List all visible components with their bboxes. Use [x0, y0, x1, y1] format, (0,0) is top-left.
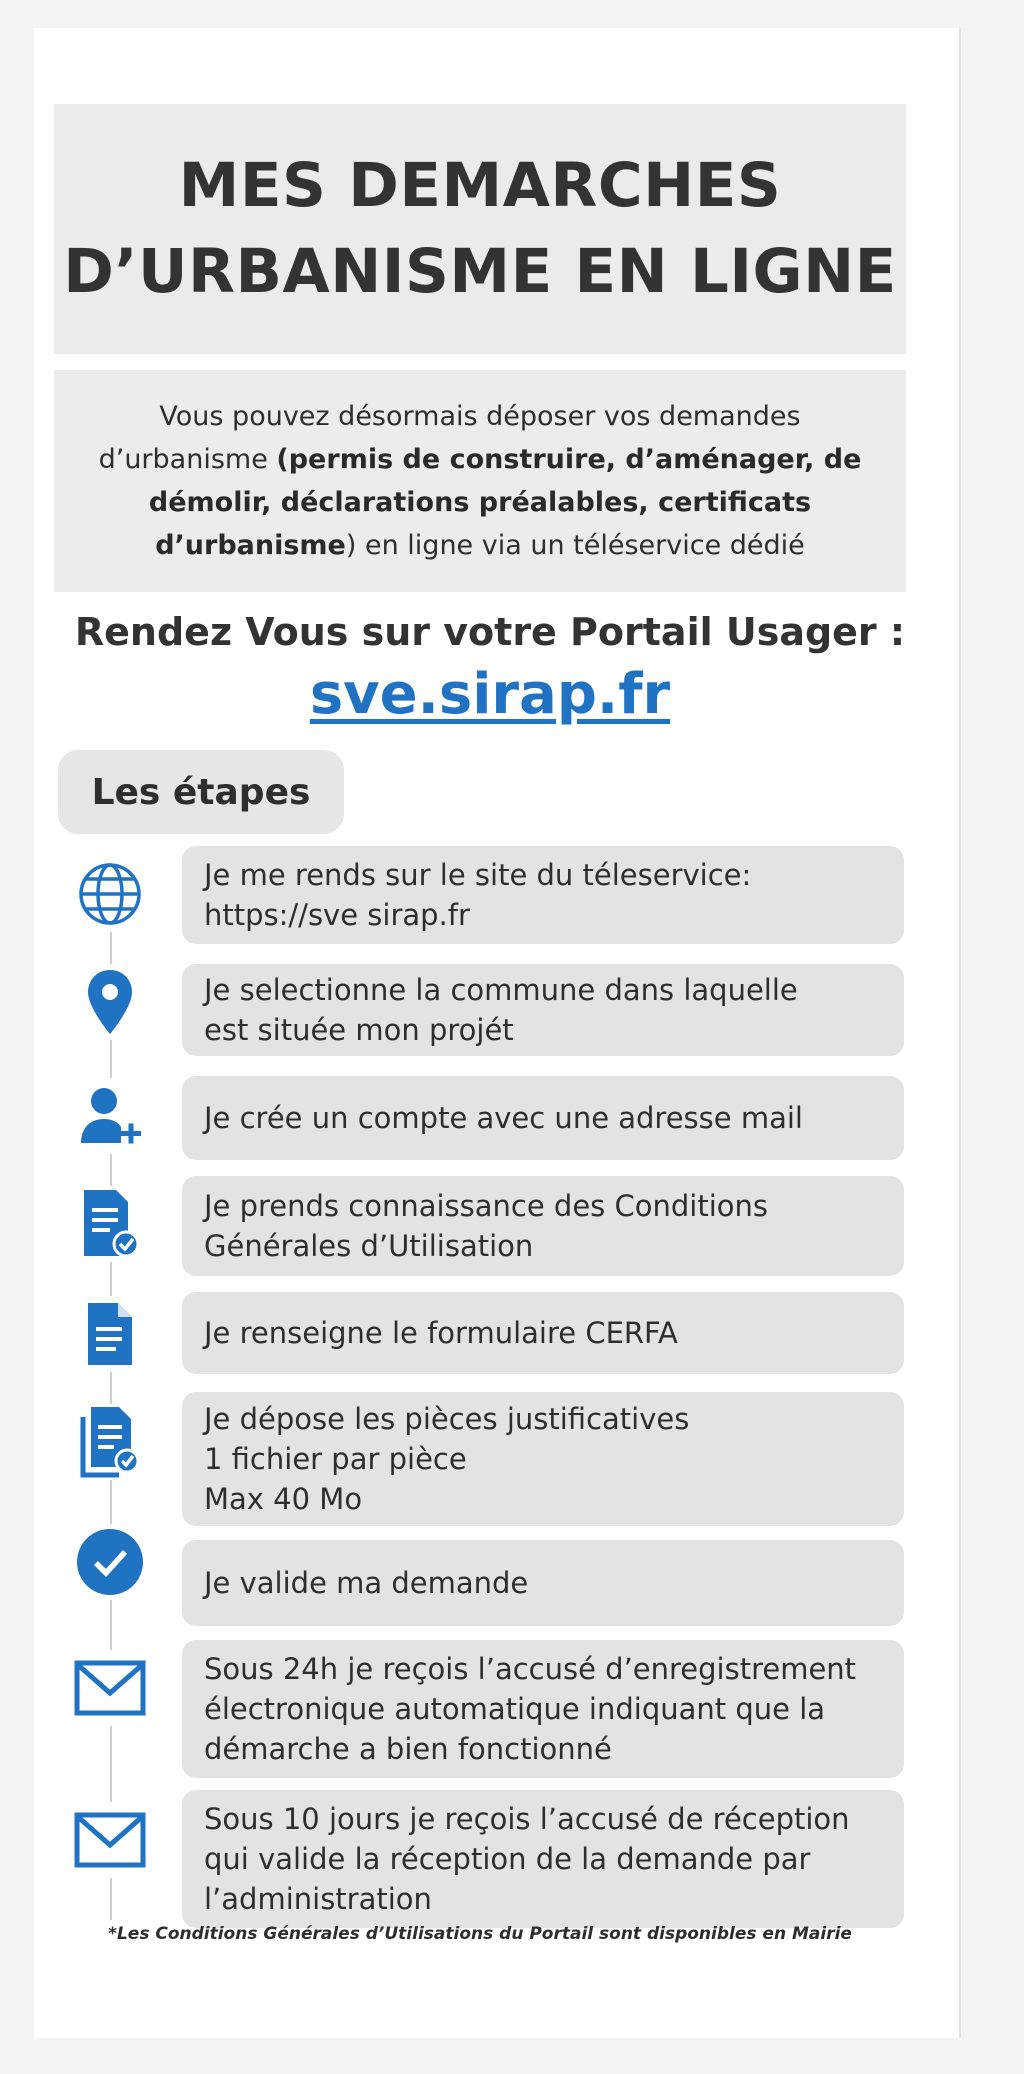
title-line-1: MES DEMARCHES [178, 150, 782, 221]
title-line-2: D’URBANISME EN LIGNE [63, 236, 897, 307]
step-text: Je selectionne la commune dans laquelle est située mon projét [204, 973, 798, 1047]
footnote: *Les Conditions Générales d’Utilisations du Portail sont disponibles en Mairie [108, 1924, 852, 1944]
document-check-icon [72, 1186, 148, 1262]
step-7 [182, 1540, 904, 1626]
add-user-icon [72, 1078, 148, 1154]
step-4 [182, 1176, 904, 1276]
portal-label: Rendez Vous sur votre Portail Usager : [74, 610, 906, 654]
step-text: Je renseigne le formulaire CERFA [204, 1316, 678, 1350]
steps-heading: Les étapes [58, 750, 344, 834]
intro-bold: permis de construire, d’aménager, de démolir, déclarations préalables, certificats d’urbanisme [148, 444, 862, 561]
document-icon [72, 1296, 148, 1372]
step-3 [182, 1076, 904, 1160]
location-pin-icon [72, 964, 148, 1040]
step-9 [182, 1790, 904, 1928]
step-2 [182, 964, 904, 1056]
step-text: Je dépose les pièces justificatives 1 fichier par pièce Max 40 Mo [204, 1402, 690, 1516]
globe-icon [72, 856, 148, 932]
envelope-icon [72, 1802, 148, 1878]
intro-part-2: ) en ligne via un téléservice dédié [345, 530, 805, 561]
intro-box [54, 370, 906, 592]
step-5 [182, 1292, 904, 1374]
step-text: Je valide ma demande [204, 1566, 529, 1600]
step-1 [182, 846, 904, 944]
step-8 [182, 1640, 904, 1778]
intro-part-1: Vous pouvez désormais déposer vos demandes d’urbanisme [98, 401, 801, 475]
documents-check-icon [72, 1404, 148, 1480]
step-text: Sous 10 jours je reçois l’accusé de réception qui valide la réception de la demande par l’administration [204, 1802, 850, 1916]
step-text: Je prends connaissance des Conditions Générales d’Utilisation [204, 1189, 768, 1263]
envelope-icon [72, 1650, 148, 1726]
intro-text [75, 395, 885, 567]
step-text: Sous 24h je reçois l’accusé d’enregistrement électronique automatique indiquant que la démarche a bien fonctionné [204, 1652, 857, 1766]
intro-paren: ( [276, 444, 289, 475]
title-banner [54, 104, 906, 354]
portal-link[interactable]: sve.sirap.fr [309, 662, 671, 727]
step-text: Je crée un compte avec une adresse mail [204, 1101, 803, 1135]
step-6 [182, 1392, 904, 1526]
step-text: Je me rends sur le site du téleservice: https://sve sirap.fr [204, 858, 752, 932]
check-circle-icon [72, 1524, 148, 1600]
